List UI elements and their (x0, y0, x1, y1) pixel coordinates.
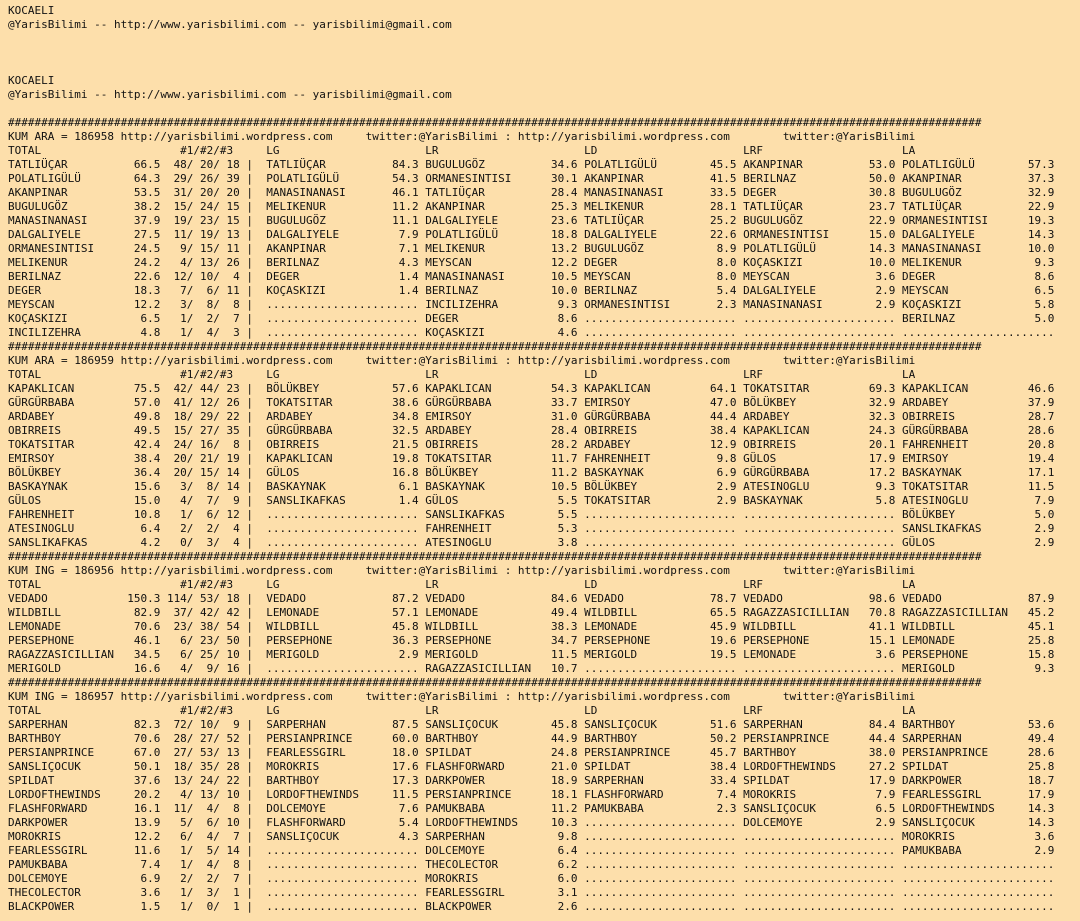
text-line: @YarisBilimi -- http://www.yarisbilimi.com -- yarisbilimi@gmail.com (8, 88, 452, 101)
table-row: MERIGOLD 16.6 4/ 9/ 16 | ....................... RAGAZZASICILLIAN 10.7 ....................... ....................... MERIGOLD 9.3 (8, 662, 1055, 675)
blank-line (8, 102, 1080, 116)
table-row: SARPERHAN 82.3 72/ 10/ 9 | SARPERHAN 87.5 SANSLIÇOCUK 45.8 SANSLIÇOCUK 51.6 SARPERHAN 84.4 BARTHBOY 53.6 (8, 718, 1055, 731)
table-row: LEMONADE 70.6 23/ 38/ 54 | WILDBILL 45.8 WILDBILL 38.3 LEMONADE 45.9 WILDBILL 41.1 WILDBILL 45.1 (8, 620, 1055, 633)
table-row: DALGALIYELE 27.5 11/ 19/ 13 | DALGALIYELE 7.9 POLATLIGÜLÜ 18.8 DALGALIYELE 22.6 ORMANESINTISI 15.0 DALGALIYELE 14.3 (8, 228, 1055, 241)
table-row: PERSEPHONE 46.1 6/ 23/ 50 | PERSEPHONE 36.3 PERSEPHONE 34.7 PERSEPHONE 19.6 PERSEPHONE 15.1 LEMONADE 25.8 (8, 634, 1055, 647)
table-row: TATLIÜÇAR 66.5 48/ 20/ 18 | TATLIÜÇAR 84.3 BUGULUGÖZ 34.6 POLATLIGÜLÜ 45.5 AKANPINAR 53.0 POLATLIGÜLÜ 57.3 (8, 158, 1055, 171)
table-row: OBIRREIS 49.5 15/ 27/ 35 | GÜRGÜRBABA 32.5 ARDABEY 28.4 OBIRREIS 38.4 KAPAKLICAN 24.3 GÜRGÜRBABA 28.6 (8, 424, 1055, 437)
table-row: GÜLOS 15.0 4/ 7/ 9 | SANSLIKAFKAS 1.4 GÜLOS 5.5 TOKATSITAR 2.9 BASKAYNAK 5.8 ATESINOGLU 7.9 (8, 494, 1055, 507)
column-header-line: TOTAL #1/#2/#3 LG LR LD LRF LA (8, 144, 916, 157)
table-row: BUGULUGÖZ 38.2 15/ 24/ 15 | MELIKENUR 11.2 AKANPINAR 25.3 MELIKENUR 28.1 TATLIÜÇAR 23.7 TATLIÜÇAR 22.9 (8, 200, 1055, 213)
table-row: PAMUKBABA 7.4 1/ 4/ 8 | ....................... THECOLECTOR 6.2 ....................... ....................... ....................... (8, 858, 1055, 871)
table-row: BERILNAZ 22.6 12/ 10/ 4 | DEGER 1.4 MANASINANASI 10.5 MEYSCAN 8.0 MEYSCAN 3.6 DEGER 8.6 (8, 270, 1055, 283)
table-row: FLASHFORWARD 16.1 11/ 4/ 8 | DOLCEMOYE 7.6 PAMUKBABA 11.2 PAMUKBABA 2.3 SANSLIÇOCUK 6.5 LORDOFTHEWINDS 14.3 (8, 802, 1055, 815)
table-row: MOROKRIS 12.2 6/ 4/ 7 | SANSLIÇOCUK 4.3 SARPERHAN 9.8 ....................... ....................... MOROKRIS 3.6 (8, 830, 1055, 843)
table-row: LORDOFTHEWINDS 20.2 4/ 13/ 10 | LORDOFTHEWINDS 11.5 PERSIANPRINCE 18.1 FLASHFORWARD 7.4 MOROKRIS 7.9 FEARLESSGIRL 17.9 (8, 788, 1055, 801)
text-line: KOCAELI (8, 74, 55, 87)
table-row: THECOLECTOR 3.6 1/ 3/ 1 | ....................... FEARLESSGIRL 3.1 ....................... ....................... ....................... (8, 886, 1055, 899)
column-header-line: TOTAL #1/#2/#3 LG LR LD LRF LA (8, 368, 916, 381)
table-row: POLATLIGÜLÜ 64.3 29/ 26/ 39 | POLATLIGÜLÜ 54.3 ORMANESINTISI 30.1 AKANPINAR 41.5 BERILNAZ 50.0 AKANPINAR 37.3 (8, 172, 1055, 185)
table-row: SANSLIKAFKAS 4.2 0/ 3/ 4 | ....................... ATESINOGLU 3.8 ....................... ....................... GÜLOS 2.9 (8, 536, 1055, 549)
column-header-line: TOTAL #1/#2/#3 LG LR LD LRF LA (8, 578, 916, 591)
table-row: MANASINANASI 37.9 19/ 23/ 15 | BUGULUGÖZ 11.1 DALGALIYELE 23.6 TATLIÜÇAR 25.2 BUGULUGÖZ 22.9 ORMANESINTISI 19.3 (8, 214, 1055, 227)
blank-line (8, 46, 1080, 60)
table-row: DARKPOWER 13.9 5/ 6/ 10 | FLASHFORWARD 5.4 LORDOFTHEWINDS 10.3 ....................... DOLCEMOYE 2.9 SANSLIÇOCUK 14.3 (8, 816, 1055, 829)
table-row: ATESINOGLU 6.4 2/ 2/ 4 | ....................... FAHRENHEIT 5.3 ....................... ....................... SANSLIKAFKAS 2.9 (8, 522, 1055, 535)
race-header-line: KUM ARA = 186959 http://yarisbilimi.wordpress.com twitter:@YarisBilimi : http://yarisbilimi.wordpress.com twitter:@YarisBilimi (8, 354, 916, 367)
separator-line: ################################################################################################################################################### (8, 550, 982, 563)
table-row: BARTHBOY 70.6 28/ 27/ 52 | PERSIANPRINCE 60.0 BARTHBOY 44.9 BARTHBOY 50.2 PERSIANPRINCE 44.4 SARPERHAN 49.4 (8, 732, 1055, 745)
blank-line (8, 60, 1080, 74)
table-row: ARDABEY 49.8 18/ 29/ 22 | ARDABEY 34.8 EMIRSOY 31.0 GÜRGÜRBABA 44.4 ARDABEY 32.3 OBIRREIS 28.7 (8, 410, 1055, 423)
table-row: INCILIZEHRA 4.8 1/ 4/ 3 | ....................... KOÇASKIZI 4.6 ....................... ....................... ....................... (8, 326, 1055, 339)
table-row: FAHRENHEIT 10.8 1/ 6/ 12 | ....................... SANSLIKAFKAS 5.5 ....................... ....................... BÖLÜKBEY 5.0 (8, 508, 1055, 521)
table-row: GÜRGÜRBABA 57.0 41/ 12/ 26 | TOKATSITAR 38.6 GÜRGÜRBABA 33.7 EMIRSOY 47.0 BÖLÜKBEY 32.9 ARDABEY 37.9 (8, 396, 1055, 409)
text-line: @YarisBilimi -- http://www.yarisbilimi.com -- yarisbilimi@gmail.com (8, 18, 452, 31)
table-row: KAPAKLICAN 75.5 42/ 44/ 23 | BÖLÜKBEY 57.6 KAPAKLICAN 54.3 KAPAKLICAN 64.1 TOKATSITAR 69.3 KAPAKLICAN 46.6 (8, 382, 1055, 395)
table-row: SPILDAT 37.6 13/ 24/ 22 | BARTHBOY 17.3 DARKPOWER 18.9 SARPERHAN 33.4 SPILDAT 17.9 DARKPOWER 18.7 (8, 774, 1055, 787)
table-row: DOLCEMOYE 6.9 2/ 2/ 7 | ....................... MOROKRIS 6.0 ....................... ....................... ....................... (8, 872, 1055, 885)
table-row: ORMANESINTISI 24.5 9/ 15/ 11 | AKANPINAR 7.1 MELIKENUR 13.2 BUGULUGÖZ 8.9 POLATLIGÜLÜ 14.3 MANASINANASI 10.0 (8, 242, 1055, 255)
table-row: BLACKPOWER 1.5 1/ 0/ 1 | ....................... BLACKPOWER 2.6 ....................... ....................... ....................... (8, 900, 1055, 913)
race-header-line: KUM ARA = 186958 http://yarisbilimi.wordpress.com twitter:@YarisBilimi : http://yarisbilimi.wordpress.com twitter:@YarisBilimi (8, 130, 916, 143)
separator-line: ################################################################################################################################################### (8, 116, 982, 129)
table-row: TOKATSITAR 42.4 24/ 16/ 8 | OBIRREIS 21.5 OBIRREIS 28.2 ARDABEY 12.9 OBIRREIS 20.1 FAHRENHEIT 20.8 (8, 438, 1055, 451)
table-row: BASKAYNAK 15.6 3/ 8/ 14 | BASKAYNAK 6.1 BASKAYNAK 10.5 BÖLÜKBEY 2.9 ATESINOGLU 9.3 TOKATSITAR 11.5 (8, 480, 1055, 493)
table-row: PERSIANPRINCE 67.0 27/ 53/ 13 | FEARLESSGIRL 18.0 SPILDAT 24.8 PERSIANPRINCE 45.7 BARTHBOY 38.0 PERSIANPRINCE 28.6 (8, 746, 1055, 759)
column-header-line: TOTAL #1/#2/#3 LG LR LD LRF LA (8, 704, 916, 717)
race-header-line: KUM ING = 186957 http://yarisbilimi.wordpress.com twitter:@YarisBilimi : http://yarisbilimi.wordpress.com twitter:@YarisBilimi (8, 690, 916, 703)
table-row: WILDBILL 82.9 37/ 42/ 42 | LEMONADE 57.1 LEMONADE 49.4 WILDBILL 65.5 RAGAZZASICILLIAN 70.8 RAGAZZASICILLIAN 45.2 (8, 606, 1055, 619)
table-row: RAGAZZASICILLIAN 34.5 6/ 25/ 10 | MERIGOLD 2.9 MERIGOLD 11.5 MERIGOLD 19.5 LEMONADE 3.6 PERSEPHONE 15.8 (8, 648, 1055, 661)
table-row: MELIKENUR 24.2 4/ 13/ 26 | BERILNAZ 4.3 MEYSCAN 12.2 DEGER 8.0 KOÇASKIZI 10.0 MELIKENUR 9.3 (8, 256, 1055, 269)
table-row: BÖLÜKBEY 36.4 20/ 15/ 14 | GÜLOS 16.8 BÖLÜKBEY 11.2 BASKAYNAK 6.9 GÜRGÜRBABA 17.2 BASKAYNAK 17.1 (8, 466, 1055, 479)
blank-line (8, 32, 1080, 46)
text-line: KOCAELI (8, 4, 55, 17)
separator-line: ################################################################################################################################################### (8, 676, 982, 689)
table-row: DEGER 18.3 7/ 6/ 11 | KOÇASKIZI 1.4 BERILNAZ 10.0 BERILNAZ 5.4 DALGALIYELE 2.9 MEYSCAN 6.5 (8, 284, 1055, 297)
table-row: EMIRSOY 38.4 20/ 21/ 19 | KAPAKLICAN 19.8 TOKATSITAR 11.7 FAHRENHEIT 9.8 GÜLOS 17.9 EMIRSOY 19.4 (8, 452, 1055, 465)
table-row: SANSLIÇOCUK 50.1 18/ 35/ 28 | MOROKRIS 17.6 FLASHFORWARD 21.0 SPILDAT 38.4 LORDOFTHEWINDS 27.2 SPILDAT 25.8 (8, 760, 1055, 773)
race-header-line: KUM ING = 186956 http://yarisbilimi.wordpress.com twitter:@YarisBilimi : http://yarisbilimi.wordpress.com twitter:@YarisBilimi (8, 564, 916, 577)
table-row: MEYSCAN 12.2 3/ 8/ 8 | ....................... INCILIZEHRA 9.3 ORMANESINTISI 2.3 MANASINANASI 2.9 KOÇASKIZI 5.8 (8, 298, 1055, 311)
table-row: FEARLESSGIRL 11.6 1/ 5/ 14 | ....................... DOLCEMOYE 6.4 ....................... ....................... PAMUKBABA 2.9 (8, 844, 1055, 857)
table-row: AKANPINAR 53.5 31/ 20/ 20 | MANASINANASI 46.1 TATLIÜÇAR 28.4 MANASINANASI 33.5 DEGER 30.8 BUGULUGÖZ 32.9 (8, 186, 1055, 199)
table-row: KOÇASKIZI 6.5 1/ 2/ 7 | ....................... DEGER 8.6 ....................... ....................... BERILNAZ 5.0 (8, 312, 1055, 325)
separator-line: ################################################################################################################################################### (8, 340, 982, 353)
table-row: VEDADO 150.3 114/ 53/ 18 | VEDADO 87.2 VEDADO 84.6 VEDADO 78.7 VEDADO 98.6 VEDADO 87.9 (8, 592, 1055, 605)
